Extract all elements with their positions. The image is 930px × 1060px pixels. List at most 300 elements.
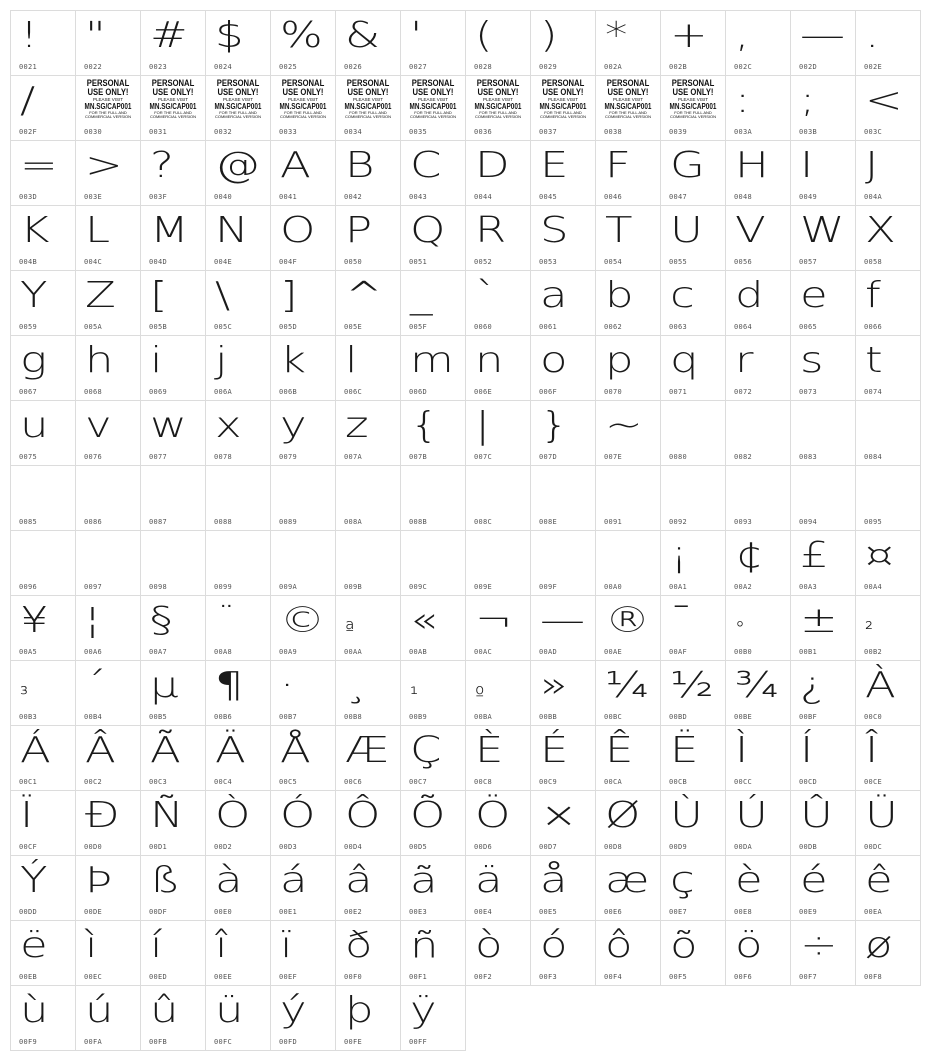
glyph-cell bbox=[401, 596, 466, 661]
placeholder-line3: PLEASE VISIT bbox=[157, 97, 188, 102]
glyph-codepoint: 00A0 bbox=[604, 583, 623, 591]
glyph-codepoint: 008B bbox=[409, 518, 428, 526]
glyph-cell bbox=[271, 531, 336, 596]
glyph-cell bbox=[726, 141, 791, 206]
glyph-character: Ê bbox=[605, 730, 634, 771]
glyph-character: d bbox=[735, 275, 764, 316]
glyph-cell bbox=[856, 596, 921, 661]
glyph-character: y bbox=[280, 405, 307, 446]
glyph-character: è bbox=[735, 860, 763, 901]
glyph-codepoint: 00A8 bbox=[214, 648, 233, 656]
glyph-cell bbox=[141, 271, 206, 336]
glyph-codepoint: 00B0 bbox=[734, 648, 753, 656]
personal-use-placeholder bbox=[336, 79, 400, 119]
placeholder-line1: PERSONAL bbox=[216, 78, 260, 88]
glyph-codepoint: 0063 bbox=[669, 323, 688, 331]
glyph-codepoint: 002E bbox=[864, 63, 883, 71]
placeholder-line3: PLEASE VISIT bbox=[417, 97, 448, 102]
glyph-cell bbox=[466, 206, 531, 271]
glyph-character: g bbox=[20, 340, 48, 381]
glyph-character: · bbox=[280, 665, 295, 706]
glyph-codepoint: 007B bbox=[409, 453, 428, 461]
glyph-cell bbox=[11, 531, 76, 596]
placeholder-line1: PERSONAL bbox=[411, 78, 455, 88]
glyph-character: — bbox=[800, 15, 845, 56]
glyph-cell bbox=[401, 11, 466, 76]
glyph-character: Ú bbox=[735, 795, 768, 836]
glyph-codepoint: 00C9 bbox=[539, 778, 558, 786]
glyph-codepoint: 00CD bbox=[799, 778, 818, 786]
glyph-codepoint: 0086 bbox=[84, 518, 103, 526]
glyph-cell bbox=[141, 141, 206, 206]
glyph-cell bbox=[11, 921, 76, 986]
glyph-cell bbox=[271, 596, 336, 661]
glyph-codepoint: 00D2 bbox=[214, 843, 233, 851]
glyph-character: F bbox=[605, 145, 631, 186]
glyph-cell bbox=[401, 856, 466, 921]
glyph-codepoint: 005E bbox=[344, 323, 363, 331]
glyph-codepoint: 00FC bbox=[214, 1038, 233, 1046]
glyph-codepoint: 00CB bbox=[669, 778, 688, 786]
glyph-character: Î bbox=[865, 730, 879, 771]
glyph-codepoint: 0064 bbox=[734, 323, 753, 331]
glyph-codepoint: 00CC bbox=[734, 778, 753, 786]
glyph-cell bbox=[661, 531, 726, 596]
glyph-cell bbox=[141, 336, 206, 401]
glyph-character: u bbox=[20, 405, 49, 446]
glyph-cell bbox=[271, 661, 336, 726]
glyph-character: _ bbox=[410, 275, 433, 316]
glyph-codepoint: 0098 bbox=[149, 583, 168, 591]
glyph-character: ¥ bbox=[20, 600, 49, 641]
placeholder-line2: USE ONLY! bbox=[672, 87, 714, 97]
glyph-codepoint: 008A bbox=[344, 518, 363, 526]
glyph-cell bbox=[531, 206, 596, 271]
glyph-codepoint: 007D bbox=[539, 453, 558, 461]
glyph-codepoint: 00B9 bbox=[409, 713, 428, 721]
glyph-character: Û bbox=[800, 795, 833, 836]
glyph-codepoint: 00C7 bbox=[409, 778, 428, 786]
glyph-codepoint: 00E9 bbox=[799, 908, 818, 916]
placeholder-line6: COMMERCIAL VERSION bbox=[279, 113, 327, 119]
glyph-codepoint: 00ED bbox=[149, 973, 168, 981]
glyph-cell bbox=[791, 661, 856, 726]
glyph-cell bbox=[141, 921, 206, 986]
glyph-codepoint: 00F6 bbox=[734, 973, 753, 981]
placeholder-line5: FOR THE FULL AND bbox=[414, 109, 452, 115]
glyph-cell bbox=[856, 921, 921, 986]
glyph-character: c bbox=[670, 275, 695, 316]
glyph-character: w bbox=[150, 405, 187, 446]
glyph-character: æ bbox=[605, 860, 650, 901]
placeholder-line2: USE ONLY! bbox=[87, 87, 129, 97]
glyph-cell bbox=[401, 661, 466, 726]
glyph-character: Þ bbox=[85, 860, 113, 901]
glyph-character: ½ bbox=[670, 665, 714, 706]
glyph-cell bbox=[206, 271, 271, 336]
glyph-character: ? bbox=[150, 145, 174, 186]
glyph-codepoint: 00C4 bbox=[214, 778, 233, 786]
glyph-cell bbox=[531, 726, 596, 791]
glyph-character: Ô bbox=[345, 795, 381, 836]
glyph-cell bbox=[206, 141, 271, 206]
placeholder-line6: COMMERCIAL VERSION bbox=[669, 113, 717, 119]
glyph-codepoint: 00C3 bbox=[149, 778, 168, 786]
glyph-cell bbox=[596, 76, 661, 141]
placeholder-line5: FOR THE FULL AND bbox=[89, 109, 127, 115]
glyph-character: ¡ bbox=[670, 535, 689, 576]
glyph-codepoint: 0078 bbox=[214, 453, 233, 461]
glyph-cell bbox=[596, 141, 661, 206]
glyph-codepoint: 0055 bbox=[669, 258, 688, 266]
glyph-cell bbox=[661, 856, 726, 921]
glyph-codepoint: 00E5 bbox=[539, 908, 558, 916]
glyph-cell bbox=[856, 336, 921, 401]
glyph-character: ; bbox=[800, 80, 816, 121]
glyph-codepoint: 00CE bbox=[864, 778, 883, 786]
glyph-codepoint: 0043 bbox=[409, 193, 428, 201]
glyph-cell bbox=[11, 726, 76, 791]
placeholder-line2: USE ONLY! bbox=[542, 87, 584, 97]
placeholder-line4: MN.SG/CAP001 bbox=[669, 101, 717, 111]
glyph-cell bbox=[596, 921, 661, 986]
glyph-codepoint: 0023 bbox=[149, 63, 168, 71]
glyph-codepoint: 005F bbox=[409, 323, 428, 331]
glyph-cell bbox=[726, 76, 791, 141]
glyph-codepoint: 00B3 bbox=[19, 713, 38, 721]
glyph-character: R bbox=[475, 210, 507, 251]
glyph-codepoint: 0065 bbox=[799, 323, 818, 331]
glyph-codepoint: 0021 bbox=[19, 63, 38, 71]
glyph-codepoint: 00DF bbox=[149, 908, 168, 916]
glyph-codepoint: 0033 bbox=[279, 128, 298, 136]
glyph-codepoint: 00DA bbox=[734, 843, 753, 851]
glyph-cell bbox=[791, 726, 856, 791]
glyph-character: + bbox=[670, 15, 708, 56]
glyph-cell bbox=[726, 596, 791, 661]
glyph-cell bbox=[271, 206, 336, 271]
glyph-cell bbox=[11, 856, 76, 921]
glyph-codepoint: 0058 bbox=[864, 258, 883, 266]
glyph-cell bbox=[271, 336, 336, 401]
glyph-character: ª bbox=[345, 617, 355, 641]
glyph-codepoint: 0053 bbox=[539, 258, 558, 266]
glyph-character: © bbox=[280, 600, 325, 641]
glyph-character: Â bbox=[85, 730, 116, 771]
glyph-codepoint: 00C6 bbox=[344, 778, 363, 786]
glyph-cell bbox=[531, 661, 596, 726]
glyph-cell bbox=[596, 336, 661, 401]
glyph-cell bbox=[336, 596, 401, 661]
glyph-cell bbox=[11, 596, 76, 661]
glyph-cell bbox=[141, 791, 206, 856]
glyph-codepoint: 00E0 bbox=[214, 908, 233, 916]
glyph-codepoint: 00AB bbox=[409, 648, 428, 656]
glyph-character: z bbox=[345, 405, 369, 446]
glyph-cell bbox=[336, 11, 401, 76]
glyph-character: e bbox=[800, 275, 828, 316]
glyph-cell bbox=[336, 336, 401, 401]
glyph-character: } bbox=[540, 405, 569, 446]
glyph-codepoint: 00C0 bbox=[864, 713, 883, 721]
glyph-cell bbox=[11, 401, 76, 466]
glyph-codepoint: 0062 bbox=[604, 323, 623, 331]
glyph-codepoint: 00FD bbox=[279, 1038, 298, 1046]
glyph-cell bbox=[11, 271, 76, 336]
glyph-character: ô bbox=[605, 925, 633, 966]
glyph-character: — bbox=[540, 600, 585, 641]
glyph-codepoint: 00EF bbox=[279, 973, 298, 981]
personal-use-placeholder bbox=[401, 79, 465, 119]
glyph-codepoint: 0044 bbox=[474, 193, 493, 201]
glyph-character: I bbox=[800, 145, 814, 186]
glyph-codepoint: 002D bbox=[799, 63, 818, 71]
glyph-codepoint: 00F3 bbox=[539, 973, 558, 981]
glyph-codepoint: 006F bbox=[539, 388, 558, 396]
placeholder-line5: FOR THE FULL AND bbox=[349, 109, 387, 115]
glyph-character: ( bbox=[475, 15, 493, 56]
glyph-cell bbox=[141, 76, 206, 141]
glyph-character: ë bbox=[20, 925, 48, 966]
glyph-cell bbox=[856, 401, 921, 466]
glyph-codepoint: 00AE bbox=[604, 648, 623, 656]
glyph-codepoint: 0061 bbox=[539, 323, 558, 331]
glyph-cell bbox=[11, 141, 76, 206]
glyph-codepoint: 0085 bbox=[19, 518, 38, 526]
glyph-cell bbox=[206, 401, 271, 466]
placeholder-line4: MN.SG/CAP001 bbox=[604, 101, 652, 111]
glyph-cell bbox=[726, 336, 791, 401]
glyph-cell bbox=[76, 661, 141, 726]
glyph-cell bbox=[791, 141, 856, 206]
glyph-cell bbox=[726, 531, 791, 596]
glyph-cell bbox=[596, 531, 661, 596]
glyph-cell bbox=[596, 11, 661, 76]
glyph-cell bbox=[791, 921, 856, 986]
glyph-codepoint: 0054 bbox=[604, 258, 623, 266]
glyph-character: ~ bbox=[605, 405, 643, 446]
glyph-character: ) bbox=[540, 15, 558, 56]
glyph-codepoint: 0047 bbox=[669, 193, 688, 201]
glyph-cell bbox=[76, 336, 141, 401]
glyph-character: C bbox=[410, 145, 442, 186]
glyph-cell bbox=[791, 856, 856, 921]
glyph-character: t bbox=[865, 340, 883, 381]
glyph-codepoint: 0051 bbox=[409, 258, 428, 266]
glyph-cell bbox=[336, 401, 401, 466]
glyph-cell bbox=[726, 11, 791, 76]
glyph-cell bbox=[271, 141, 336, 206]
glyph-cell bbox=[206, 531, 271, 596]
glyph-cell bbox=[661, 76, 726, 141]
glyph-codepoint: 00C2 bbox=[84, 778, 103, 786]
glyph-codepoint: 00B1 bbox=[799, 648, 818, 656]
glyph-cell bbox=[661, 466, 726, 531]
glyph-codepoint: 004F bbox=[279, 258, 298, 266]
glyph-character: [ bbox=[150, 275, 168, 316]
glyph-codepoint: 00BC bbox=[604, 713, 623, 721]
glyph-character: Ó bbox=[280, 795, 316, 836]
glyph-character: ¤ bbox=[865, 535, 894, 576]
glyph-character: ¶ bbox=[215, 665, 244, 706]
glyph-codepoint: 00EC bbox=[84, 973, 103, 981]
glyph-cell bbox=[206, 206, 271, 271]
glyph-cell bbox=[11, 791, 76, 856]
glyph-character: ó bbox=[540, 925, 568, 966]
glyph-codepoint: 0084 bbox=[864, 453, 883, 461]
glyph-character: J bbox=[865, 145, 879, 186]
glyph-codepoint: 00D7 bbox=[539, 843, 558, 851]
glyph-codepoint: 0074 bbox=[864, 388, 883, 396]
placeholder-line5: FOR THE FULL AND bbox=[219, 109, 257, 115]
glyph-codepoint: 00F1 bbox=[409, 973, 428, 981]
glyph-cell bbox=[141, 401, 206, 466]
glyph-codepoint: 0072 bbox=[734, 388, 753, 396]
glyph-codepoint: 0073 bbox=[799, 388, 818, 396]
glyph-character: É bbox=[540, 730, 569, 771]
glyph-codepoint: 00FE bbox=[344, 1038, 363, 1046]
glyph-codepoint: 00B7 bbox=[279, 713, 298, 721]
glyph-character: § bbox=[150, 600, 173, 641]
glyph-codepoint: 00F4 bbox=[604, 973, 623, 981]
glyph-character: r bbox=[735, 340, 754, 381]
glyph-cell bbox=[726, 466, 791, 531]
glyph-cell bbox=[466, 141, 531, 206]
glyph-character: þ bbox=[345, 990, 374, 1031]
glyph-codepoint: 002F bbox=[19, 128, 38, 136]
placeholder-line1: PERSONAL bbox=[281, 78, 325, 88]
glyph-character: | bbox=[475, 405, 491, 446]
glyph-character: ê bbox=[865, 860, 893, 901]
glyph-character: p bbox=[605, 340, 634, 381]
glyph-codepoint: 0082 bbox=[734, 453, 753, 461]
glyph-codepoint: 0099 bbox=[214, 583, 233, 591]
glyph-character: Æ bbox=[345, 730, 389, 771]
glyph-cell bbox=[271, 986, 336, 1051]
glyph-codepoint: 00D0 bbox=[84, 843, 103, 851]
glyph-cell bbox=[141, 986, 206, 1051]
glyph-character: q bbox=[670, 340, 699, 381]
glyph-cell bbox=[596, 466, 661, 531]
glyph-cell bbox=[791, 206, 856, 271]
glyph-codepoint: 00D1 bbox=[149, 843, 168, 851]
glyph-cell bbox=[76, 466, 141, 531]
glyph-cell bbox=[856, 11, 921, 76]
glyph-codepoint: 00D6 bbox=[474, 843, 493, 851]
glyph-codepoint: 00A5 bbox=[19, 648, 38, 656]
glyph-codepoint: 0041 bbox=[279, 193, 298, 201]
glyph-character: à bbox=[215, 860, 243, 901]
glyph-cell bbox=[206, 336, 271, 401]
glyph-cell bbox=[11, 661, 76, 726]
glyph-character: K bbox=[20, 210, 50, 251]
glyph-character: : bbox=[735, 80, 751, 121]
placeholder-line2: USE ONLY! bbox=[152, 87, 194, 97]
glyph-codepoint: 0025 bbox=[279, 63, 298, 71]
glyph-character: Ò bbox=[215, 795, 251, 836]
glyph-character: m bbox=[410, 340, 454, 381]
glyph-codepoint: 0042 bbox=[344, 193, 363, 201]
glyph-cell bbox=[531, 531, 596, 596]
glyph-codepoint: 00AF bbox=[669, 648, 688, 656]
glyph-character: T bbox=[605, 210, 633, 251]
glyph-codepoint: 0071 bbox=[669, 388, 688, 396]
glyph-character: ¯ bbox=[670, 600, 693, 641]
glyph-codepoint: 0045 bbox=[539, 193, 558, 201]
glyph-codepoint: 009A bbox=[279, 583, 298, 591]
glyph-codepoint: 0038 bbox=[604, 128, 623, 136]
glyph-codepoint: 0056 bbox=[734, 258, 753, 266]
glyph-cell bbox=[271, 466, 336, 531]
glyph-cell bbox=[466, 791, 531, 856]
glyph-cell bbox=[336, 141, 401, 206]
glyph-character: Ç bbox=[410, 730, 442, 771]
glyph-codepoint: 003E bbox=[84, 193, 103, 201]
glyph-codepoint: 0048 bbox=[734, 193, 753, 201]
glyph-codepoint: 009C bbox=[409, 583, 428, 591]
glyph-character: á bbox=[280, 860, 308, 901]
glyph-cell bbox=[141, 726, 206, 791]
placeholder-line2: USE ONLY! bbox=[217, 87, 259, 97]
glyph-codepoint: 0089 bbox=[279, 518, 298, 526]
glyph-cell bbox=[661, 11, 726, 76]
glyph-character: Ø bbox=[605, 795, 641, 836]
glyph-codepoint: 004E bbox=[214, 258, 233, 266]
glyph-codepoint: 00BE bbox=[734, 713, 753, 721]
placeholder-line6: COMMERCIAL VERSION bbox=[84, 113, 132, 119]
glyph-codepoint: 00F7 bbox=[799, 973, 818, 981]
glyph-codepoint: 0050 bbox=[344, 258, 363, 266]
glyph-cell bbox=[726, 206, 791, 271]
glyph-character: ý bbox=[280, 990, 307, 1031]
glyph-character: U bbox=[670, 210, 703, 251]
glyph-cell bbox=[531, 336, 596, 401]
glyph-cell bbox=[466, 76, 531, 141]
glyph-character: B bbox=[345, 145, 375, 186]
glyph-codepoint: 0036 bbox=[474, 128, 493, 136]
glyph-cell bbox=[206, 986, 271, 1051]
glyph-character: ² bbox=[865, 617, 874, 641]
glyph-cell bbox=[466, 596, 531, 661]
placeholder-line2: USE ONLY! bbox=[282, 87, 324, 97]
glyph-codepoint: 00D5 bbox=[409, 843, 428, 851]
placeholder-line3: PLEASE VISIT bbox=[612, 97, 643, 102]
glyph-character: À bbox=[865, 665, 896, 706]
glyph-cell bbox=[76, 271, 141, 336]
glyph-cell bbox=[466, 271, 531, 336]
glyph-codepoint: 0037 bbox=[539, 128, 558, 136]
glyph-character: â bbox=[345, 860, 373, 901]
placeholder-line3: PLEASE VISIT bbox=[92, 97, 123, 102]
glyph-codepoint: 00B5 bbox=[149, 713, 168, 721]
glyph-cell bbox=[856, 531, 921, 596]
glyph-codepoint: 002C bbox=[734, 63, 753, 71]
glyph-character: ì bbox=[85, 925, 98, 966]
placeholder-line6: COMMERCIAL VERSION bbox=[214, 113, 262, 119]
glyph-character: « bbox=[410, 600, 438, 641]
glyph-character: ¹ bbox=[410, 682, 419, 706]
glyph-character: ¿ bbox=[800, 665, 825, 706]
glyph-cell bbox=[726, 791, 791, 856]
glyph-character: @ bbox=[215, 145, 260, 186]
glyph-cell bbox=[336, 661, 401, 726]
glyph-cell bbox=[791, 596, 856, 661]
glyph-codepoint: 003B bbox=[799, 128, 818, 136]
glyph-character: å bbox=[540, 860, 568, 901]
glyph-cell bbox=[141, 466, 206, 531]
glyph-codepoint: 00D3 bbox=[279, 843, 298, 851]
glyph-cell bbox=[336, 206, 401, 271]
